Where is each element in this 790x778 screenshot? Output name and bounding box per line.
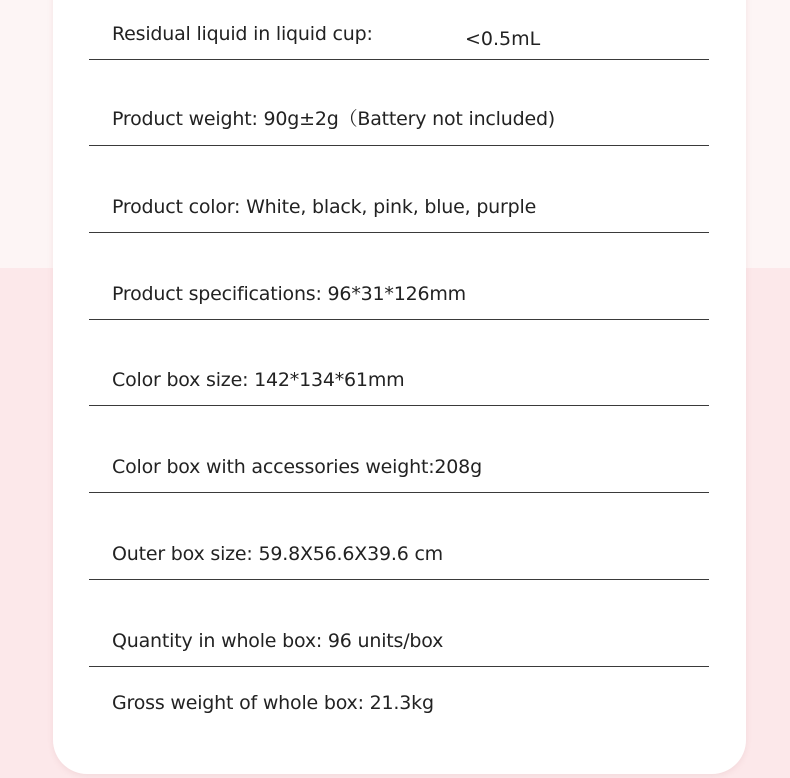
spec-label: Color box with accessories weight:208g bbox=[112, 456, 482, 478]
spec-label: Quantity in whole box: 96 units/box bbox=[112, 630, 444, 652]
spec-label: Color box size: 142*134*61mm bbox=[112, 369, 405, 391]
row-divider bbox=[89, 145, 709, 146]
spec-row-gross-weight bbox=[89, 668, 709, 754]
spec-label: Residual liquid in liquid cup: bbox=[112, 23, 373, 45]
spec-label: Product color: White, black, pink, blue, purple bbox=[112, 196, 537, 218]
spec-value: <0.5mL bbox=[465, 28, 541, 50]
spec-row-product-specifications bbox=[89, 234, 709, 320]
spec-row-quantity bbox=[89, 581, 709, 667]
spec-row-outer-box-size bbox=[89, 494, 709, 580]
row-divider bbox=[89, 405, 709, 406]
spec-row-product-color bbox=[89, 147, 709, 233]
spec-label: Gross weight of whole box: 21.3kg bbox=[112, 692, 434, 714]
spec-row-color-box-size bbox=[89, 320, 709, 406]
spec-label: Outer box size: 59.8X56.6X39.6 cm bbox=[112, 543, 443, 565]
spec-label: Product weight: 90g±2g（Battery not included) bbox=[112, 108, 556, 130]
spec-row-color-box-weight bbox=[89, 407, 709, 493]
row-divider bbox=[89, 579, 709, 580]
spec-row-product-weight bbox=[89, 60, 709, 146]
row-divider bbox=[89, 232, 709, 233]
spec-label: Product specifications: 96*31*126mm bbox=[112, 283, 466, 305]
row-divider bbox=[89, 492, 709, 493]
row-divider bbox=[89, 666, 709, 667]
spec-row-residual-liquid bbox=[89, 0, 709, 60]
